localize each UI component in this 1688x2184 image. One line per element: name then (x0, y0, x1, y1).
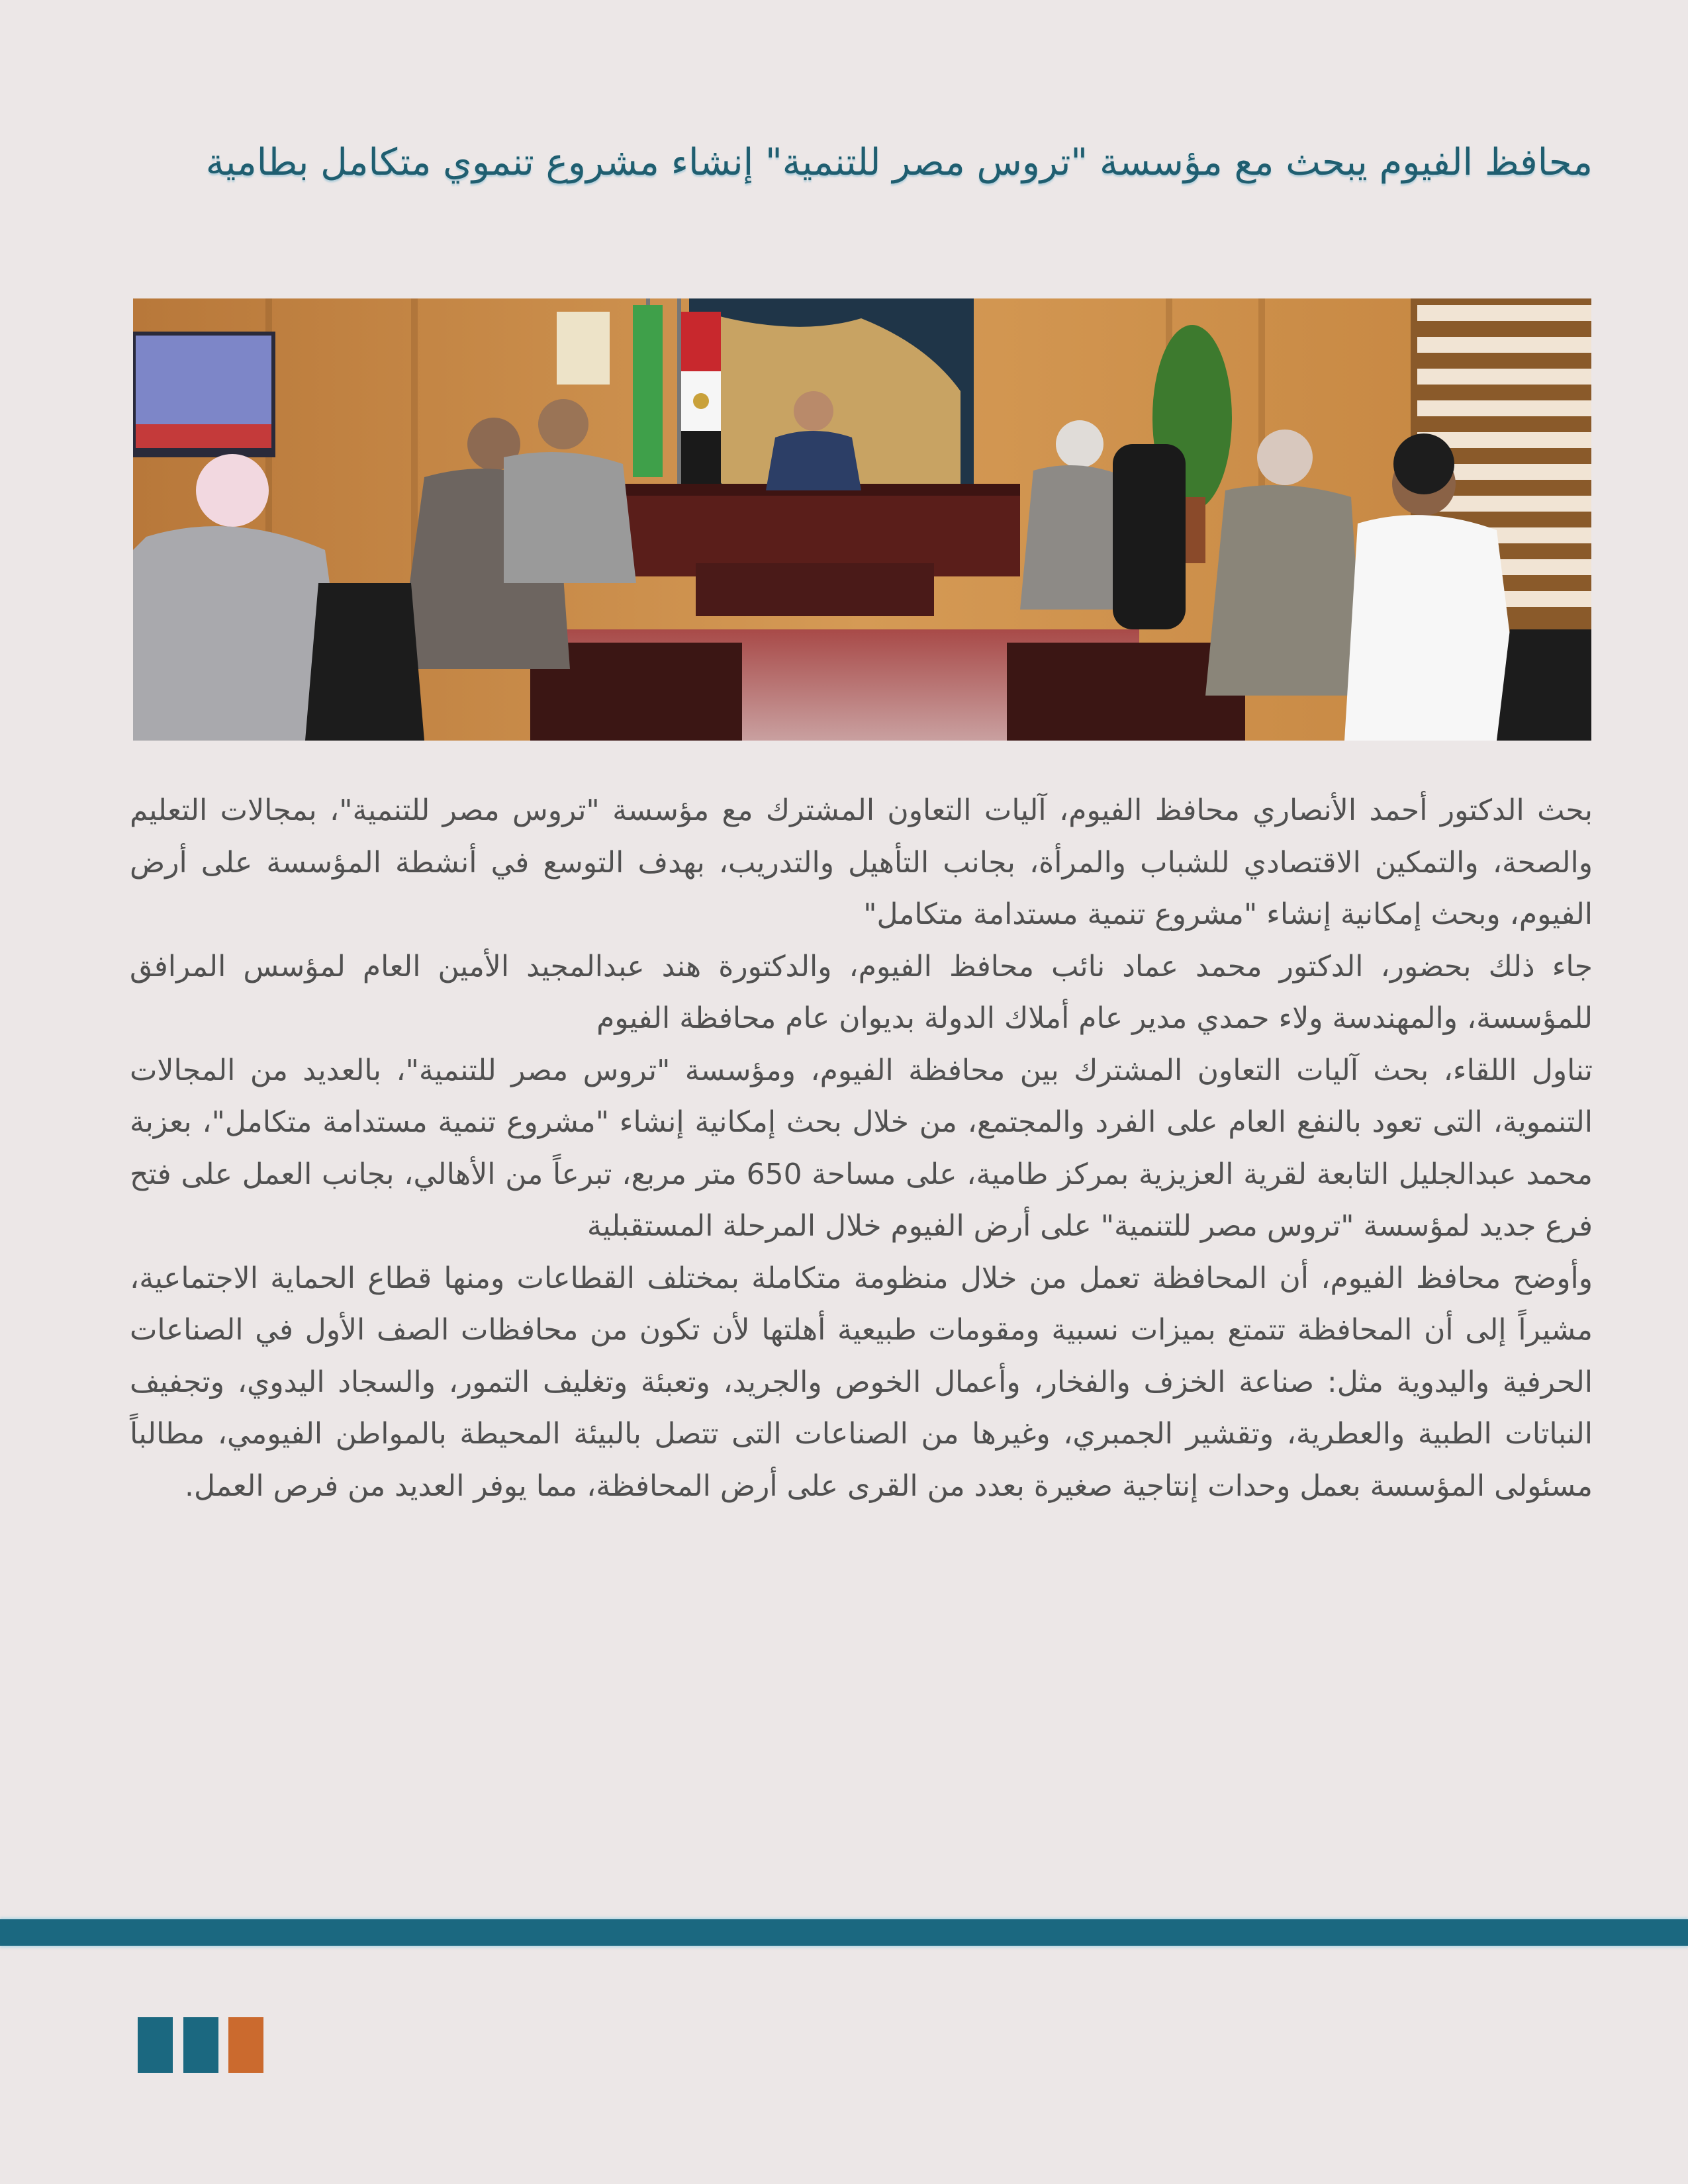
paragraph: بحث الدكتور أحمد الأنصاري محافظ الفيوم، آليات التعاون المشترك مع مؤسسة "تروس مصر للتنمية"، بمجالات التعليم والصحة، والتمكين الاقتصادي للشباب والمرأة، بجانب التأهيل والتدريب، بهدف التوسع في أنشطة المؤسسة على أرض الفيوم، وبحث إمكانية إنشاء "مشروع تنمية مستدامة متكامل" (130, 794, 1593, 931)
paragraph: جاء ذلك بحضور، الدكتور محمد عماد نائب محافظ الفيوم، والدكتورة هند عبدالمجيد الأمين العام لمؤسس المرافق للمؤسسة، والمهندسة ولاء حمدي مدير عام أملاك الدولة بديوان عام محافظة الفيوم (130, 949, 1593, 1035)
egypt-flag (677, 298, 721, 497)
sofa-left (305, 583, 424, 741)
article-body (130, 785, 1593, 1512)
green-flag (633, 298, 663, 477)
paragraph: وأوضح محافظ الفيوم، أن المحافظة تعمل من خلال منظومة متكاملة بمختلف القطاعات ومنها قطاع الحماية الاجتماعية، مشيراً إلى أن المحافظة تتمتع بميزات نسبية ومقومات طبيعية أهلتها لأن تكون من محافظات الصف الأول في الصناعات الحرفية واليدوية مثل: صناعة الخزف والفخار، وأعمال الخوص والجريد، وتعبئة وتغليف التمور، والسجاد اليدوي، وتجفيف النباتات الطبية والعطرية، وتقشير الجمبري، وغيرها من الصناعات التى تتصل بالبيئة المحيطة بالمواطن الفيومي، مطالباً مسئولى المؤسسة بعمل وحدات إنتاجية صغيرة بعدد من القرى على أرض المحافظة، مما يوفر العديد من فرص العمل. (130, 1261, 1593, 1503)
decorative-square-orange (228, 2017, 263, 2073)
wall-plaque (557, 312, 610, 385)
chair-right (1113, 444, 1186, 629)
footer-divider-bar (0, 1919, 1688, 1946)
sofa-right (1497, 629, 1591, 741)
article-title: محافظ الفيوم يبحث مع مؤسسة "تروس مصر للتنمية" إنشاء مشروع تنموي متكامل بطامية (205, 141, 1593, 184)
television (133, 332, 275, 457)
decorative-square-teal-1 (138, 2017, 173, 2073)
meeting-photo (133, 298, 1591, 741)
coffee-table (696, 563, 934, 616)
decorative-square-teal-2 (183, 2017, 218, 2073)
paragraph: تناول اللقاء، بحث آليات التعاون المشترك بين محافظة الفيوم، ومؤسسة "تروس مصر للتنمية"، بالعديد من المجالات التنموية، التى تعود بالنفع العام على الفرد والمجتمع، من خلال بحث إمكانية إنشاء "مشروع تنمية مستدامة متكامل"، بعزبة محمد عبدالجليل التابعة لقرية العزيزية بمركز طامية، على مساحة 650 متر مربع، تبرعاً من الأهالي، بجانب العمل على فتح فرع جديد لمؤسسة "تروس مصر للتنمية" على أرض الفيوم خلال المرحلة المستقبلية (130, 1053, 1593, 1243)
desk (610, 484, 1020, 576)
meeting-photo-illustration (133, 298, 1591, 741)
